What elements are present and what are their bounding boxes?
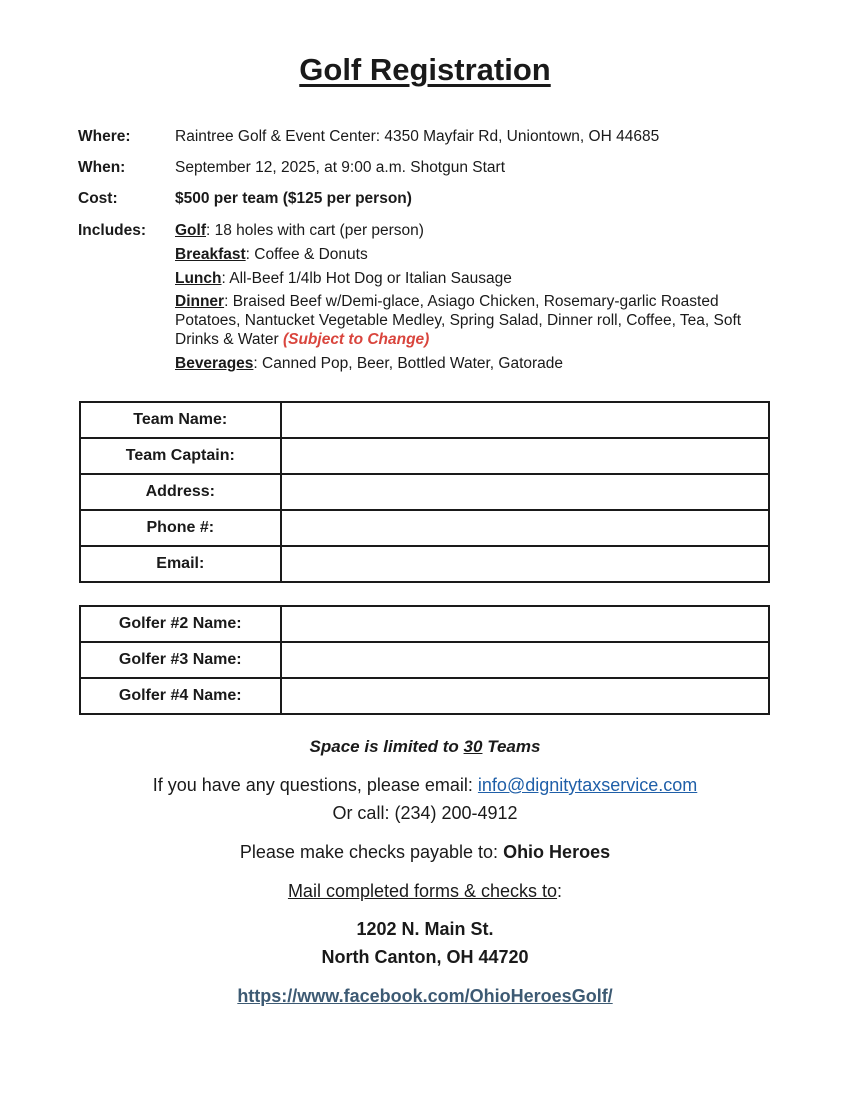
- address-field[interactable]: [281, 474, 769, 510]
- mail-heading-colon: :: [557, 881, 563, 901]
- beverages-key: Beverages: [175, 355, 254, 372]
- address-label: Address:: [80, 474, 281, 510]
- when-value: September 12, 2025, at 9:00 a.m. Shotgun Start: [175, 159, 506, 176]
- mail-heading: [0, 881, 850, 902]
- call-line: Or call: (234) 200-4912: [332, 803, 518, 823]
- dinner-text-line3: Drinks & Water: [175, 331, 283, 348]
- team-captain-label: Team Captain:: [80, 438, 281, 474]
- phone-field[interactable]: [281, 510, 769, 546]
- lunch-text: : All-Beef 1/4lb Hot Dog or Italian Sausage: [221, 270, 512, 287]
- subject-to-change-note: (Subject to Change): [282, 331, 430, 348]
- lunch-key: Lunch: [175, 270, 222, 287]
- golfer2-label: Golfer #2 Name:: [80, 606, 281, 642]
- table-row: [80, 678, 769, 714]
- email-label: Email:: [80, 546, 281, 582]
- golf-key: Golf: [175, 222, 206, 239]
- facebook-line: [0, 986, 850, 1007]
- mail-address-line1: 1202 N. Main St.: [356, 919, 494, 939]
- table-row: [80, 402, 769, 438]
- space-prefix: Space is limited to: [309, 737, 464, 756]
- phone-label: Phone #:: [80, 510, 281, 546]
- space-limit-note: [0, 737, 850, 757]
- table-row: [80, 606, 769, 642]
- table-row: [80, 546, 769, 582]
- golfer4-field[interactable]: [281, 678, 769, 714]
- checks-payee: Ohio Heroes: [503, 842, 611, 862]
- space-suffix: Teams: [482, 737, 541, 756]
- include-dinner: [175, 292, 775, 349]
- dinner-key: Dinner: [175, 293, 225, 310]
- golfer3-label: Golfer #3 Name:: [80, 642, 281, 678]
- page-title: Golf Registration: [299, 52, 551, 87]
- team-name-field[interactable]: [281, 402, 769, 438]
- golf-text: : 18 holes with cart (per person): [206, 222, 424, 239]
- team-captain-field[interactable]: [281, 438, 769, 474]
- questions-prefix: If you have any questions, please email:: [152, 775, 478, 795]
- mail-heading-text: Mail completed forms & checks to: [287, 881, 558, 901]
- includes-label: Includes:: [78, 222, 147, 239]
- checks-prefix: Please make checks payable to:: [239, 842, 504, 862]
- golfer4-label: Golfer #4 Name:: [80, 678, 281, 714]
- where-label: Where:: [78, 128, 131, 145]
- breakfast-text: : Coffee & Donuts: [245, 246, 368, 263]
- when-label: When:: [78, 159, 126, 176]
- include-golf: [175, 221, 775, 240]
- table-row: [80, 510, 769, 546]
- cost-value: $500 per team ($125 per person): [175, 190, 412, 207]
- mail-address-line2: North Canton, OH 44720: [321, 947, 529, 967]
- team-info-table: [79, 401, 770, 583]
- table-row: [80, 474, 769, 510]
- checks-line: [0, 842, 850, 863]
- include-lunch: [175, 269, 775, 288]
- golfers-table: [79, 605, 770, 715]
- space-number: 30: [463, 737, 483, 756]
- include-breakfast: [175, 245, 775, 264]
- dinner-text-line1: : Braised Beef w/Demi-glace, Asiago Chicken, Rosemary-garlic Roasted: [224, 293, 719, 310]
- team-name-label: Team Name:: [80, 402, 281, 438]
- breakfast-key: Breakfast: [175, 246, 246, 263]
- questions-line: [0, 775, 850, 796]
- cost-label: Cost:: [78, 190, 118, 207]
- table-row: [80, 642, 769, 678]
- golfer3-field[interactable]: [281, 642, 769, 678]
- contact-email-link[interactable]: info@dignitytaxservice.com: [477, 775, 698, 795]
- facebook-link[interactable]: https://www.facebook.com/OhioHeroesGolf/: [237, 986, 613, 1006]
- include-beverages: [175, 354, 775, 373]
- dinner-text-line2: Potatoes, Nantucket Vegetable Medley, Spring Salad, Dinner roll, Coffee, Tea, Soft: [175, 312, 742, 329]
- where-value: Raintree Golf & Event Center: 4350 Mayfair Rd, Uniontown, OH 44685: [175, 128, 660, 145]
- table-row: [80, 438, 769, 474]
- email-field[interactable]: [281, 546, 769, 582]
- golfer2-field[interactable]: [281, 606, 769, 642]
- beverages-text: : Canned Pop, Beer, Bottled Water, Gatorade: [253, 355, 564, 372]
